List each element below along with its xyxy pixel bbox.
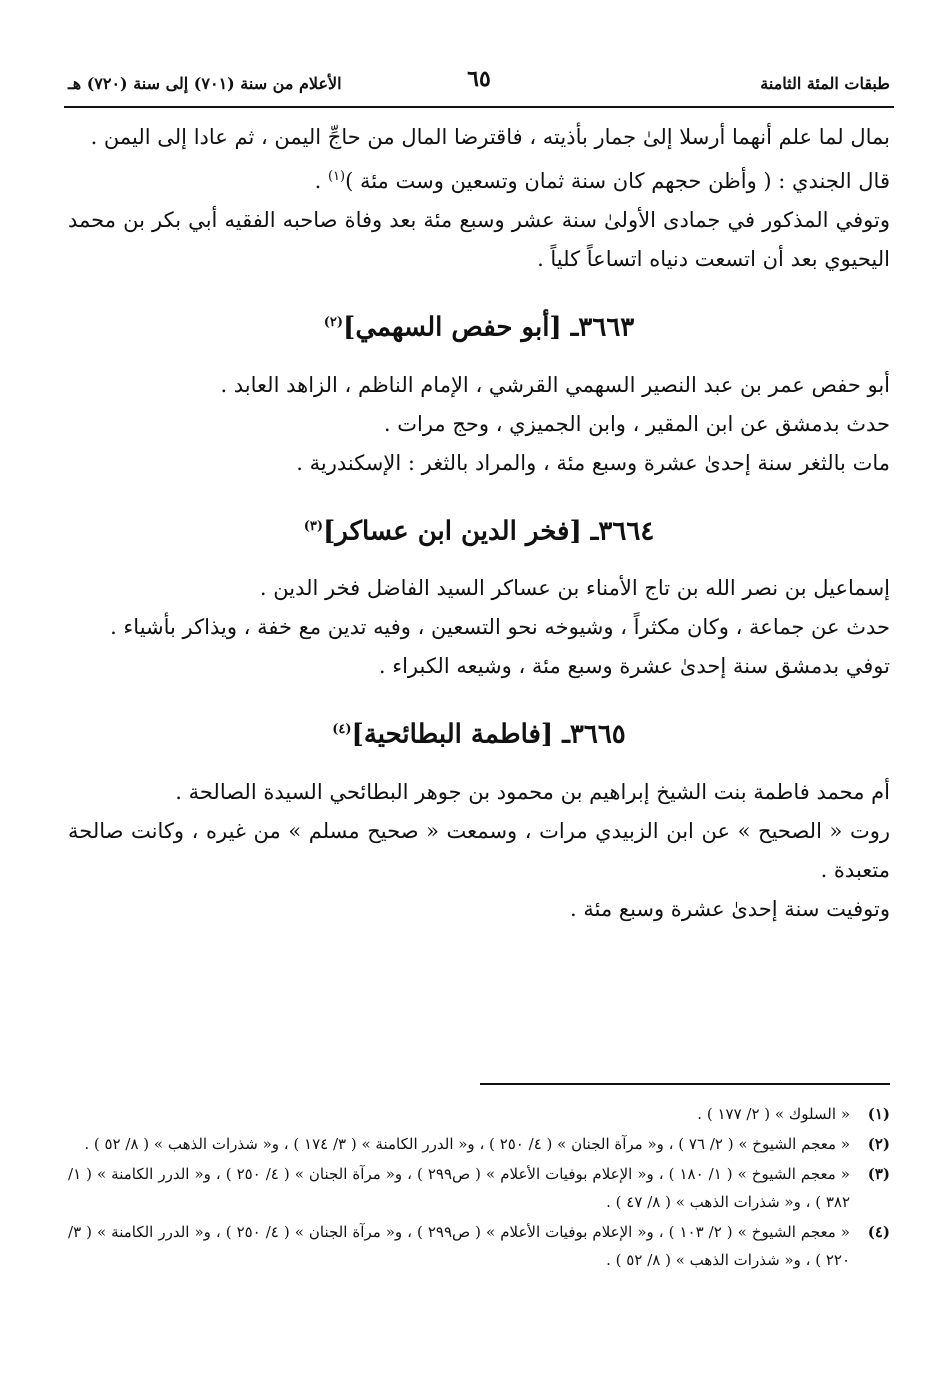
footnote-number: (٣) bbox=[867, 1165, 890, 1183]
paragraph: روت « الصحيح » عن ابن الزبيدي مرات ، وسمعت « صحيح مسلم » من غيره ، وكانت صالحة متعبدة . bbox=[68, 818, 890, 882]
footnote-number: (١) bbox=[867, 1105, 890, 1123]
footnote-text: « معجم الشيوخ » ( ٢/ ٧٦ ) ، و« مرآة الجنان » ( ٤/ ٢٥٠ ) ، و« الدرر الكامنة » ( ٣/ ١٧٤ ) ، و« شذرات الذهب » ( ٨/ ٥٢ ) . bbox=[84, 1135, 850, 1153]
paragraph: حدث عن جماعة ، وكان مكثراً ، وشيوخه نحو التسعين ، وفيه تدين مع خفة ، ويذاكر بأشياء . bbox=[110, 615, 890, 640]
paragraph-end: . bbox=[314, 169, 328, 193]
entry-title: ٣٦٦٤ـ [فخر الدين ابن عساكر] bbox=[323, 516, 655, 547]
footnote-ref: (٢) bbox=[323, 315, 344, 330]
footnote-text: « معجم الشيوخ » ( ١/ ١٨٠ ) ، و« الإعلام بوفيات الأعلام » ( ص٢٩٩ ) ، و« مرآة الجنان » ( ٤/ ٢٥٠ ) ، و« الدرر الكامنة » ( ١/ ٣٨٢ ) ، و« شذرات الذهب » ( ٨/ ٤٧ ) . bbox=[68, 1165, 850, 1211]
footnote-number: (٤) bbox=[867, 1223, 890, 1241]
footnote bbox=[68, 1218, 890, 1274]
running-header bbox=[68, 64, 890, 104]
entry-title: ٣٦٦٥ـ [فاطمة البطائحية] bbox=[351, 719, 626, 750]
paragraph: إسماعيل بن نصر الله بن تاج الأمناء بن عساكر السيد الفاضل فخر الدين . bbox=[259, 576, 890, 601]
entry-heading bbox=[68, 507, 890, 552]
paragraph: وتوفيت سنة إحدىٰ عشرة وسبع مئة . bbox=[570, 896, 890, 921]
footnote-ref: (٣) bbox=[303, 518, 323, 534]
entry-title: ٣٦٦٣ـ [أبو حفص السهمي] bbox=[343, 312, 635, 343]
footnote-ref: (١) bbox=[327, 169, 346, 184]
paragraph bbox=[68, 157, 890, 201]
paragraph: حدث بدمشق عن ابن المقير ، وابن الجميزي ، وحج مرات . bbox=[383, 411, 890, 436]
footnotes bbox=[68, 1100, 890, 1276]
footnote-text: « معجم الشيوخ » ( ٢/ ١٠٣ ) ، و« الإعلام بوفيات الأعلام » ( ص٢٩٩ ) ، و« مرآة الجنان » ( ٤/ ٢٥٠ ) ، و« الدرر الكامنة » ( ٣/ ٢٢٠ ) ، و« شذرات الذهب » ( ٨/ ٥٢ ) . bbox=[68, 1223, 850, 1269]
entry-heading bbox=[68, 710, 890, 755]
header-divider bbox=[64, 106, 894, 108]
page-number: ٦٥ bbox=[467, 66, 491, 92]
paragraph-text: قال الجندي : ( وأظن حجهم كان سنة ثمان وتسعين وست مئة ) bbox=[345, 169, 890, 193]
paragraph: وتوفي المذكور في جمادى الأولىٰ سنة عشر وسبع مئة بعد وفاة صاحبه الفقيه أبي بكر بن محمد اليحيوي بعد أن اتسعت دنياه اتساعاً كلياً . bbox=[68, 208, 890, 271]
paragraph: توفي بدمشق سنة إحدىٰ عشرة وسبع مئة ، وشيعه الكبراء . bbox=[378, 654, 890, 679]
footnote-divider bbox=[480, 1083, 890, 1085]
footnote bbox=[68, 1160, 890, 1216]
paragraph: أبو حفص عمر بن عبد النصير السهمي القرشي ، الإمام الناظم ، الزاهد العابد . bbox=[220, 372, 890, 397]
paragraph: مات بالثغر سنة إحدىٰ عشرة وسبع مئة ، والمراد بالثغر : الإسكندرية . bbox=[296, 450, 890, 475]
footnote bbox=[68, 1130, 890, 1158]
footnote-ref: (٤) bbox=[332, 722, 352, 738]
paragraph: بمال لما علم أنهما أرسلا إلىٰ جمار بأذيته ، فاقترضا المال من حاجِّ اليمن ، ثم عادا إلى اليمن . bbox=[90, 125, 890, 149]
footnote bbox=[68, 1100, 890, 1128]
footnote-text: « السلوك » ( ٢/ ١٧٧ ) . bbox=[697, 1105, 850, 1123]
entry-heading bbox=[68, 303, 890, 348]
footnote-number: (٢) bbox=[867, 1135, 890, 1153]
main-text bbox=[68, 118, 890, 929]
header-period-title: الأعلام من سنة (٧٠١) إلى سنة (٧٢٠) هـ bbox=[68, 74, 342, 93]
paragraph: أم محمد فاطمة بنت الشيخ إبراهيم بن محمود بن جوهر البطائحي السيدة الصالحة . bbox=[175, 779, 890, 804]
header-section-title: طبقات المئة الثامنة bbox=[760, 74, 890, 93]
